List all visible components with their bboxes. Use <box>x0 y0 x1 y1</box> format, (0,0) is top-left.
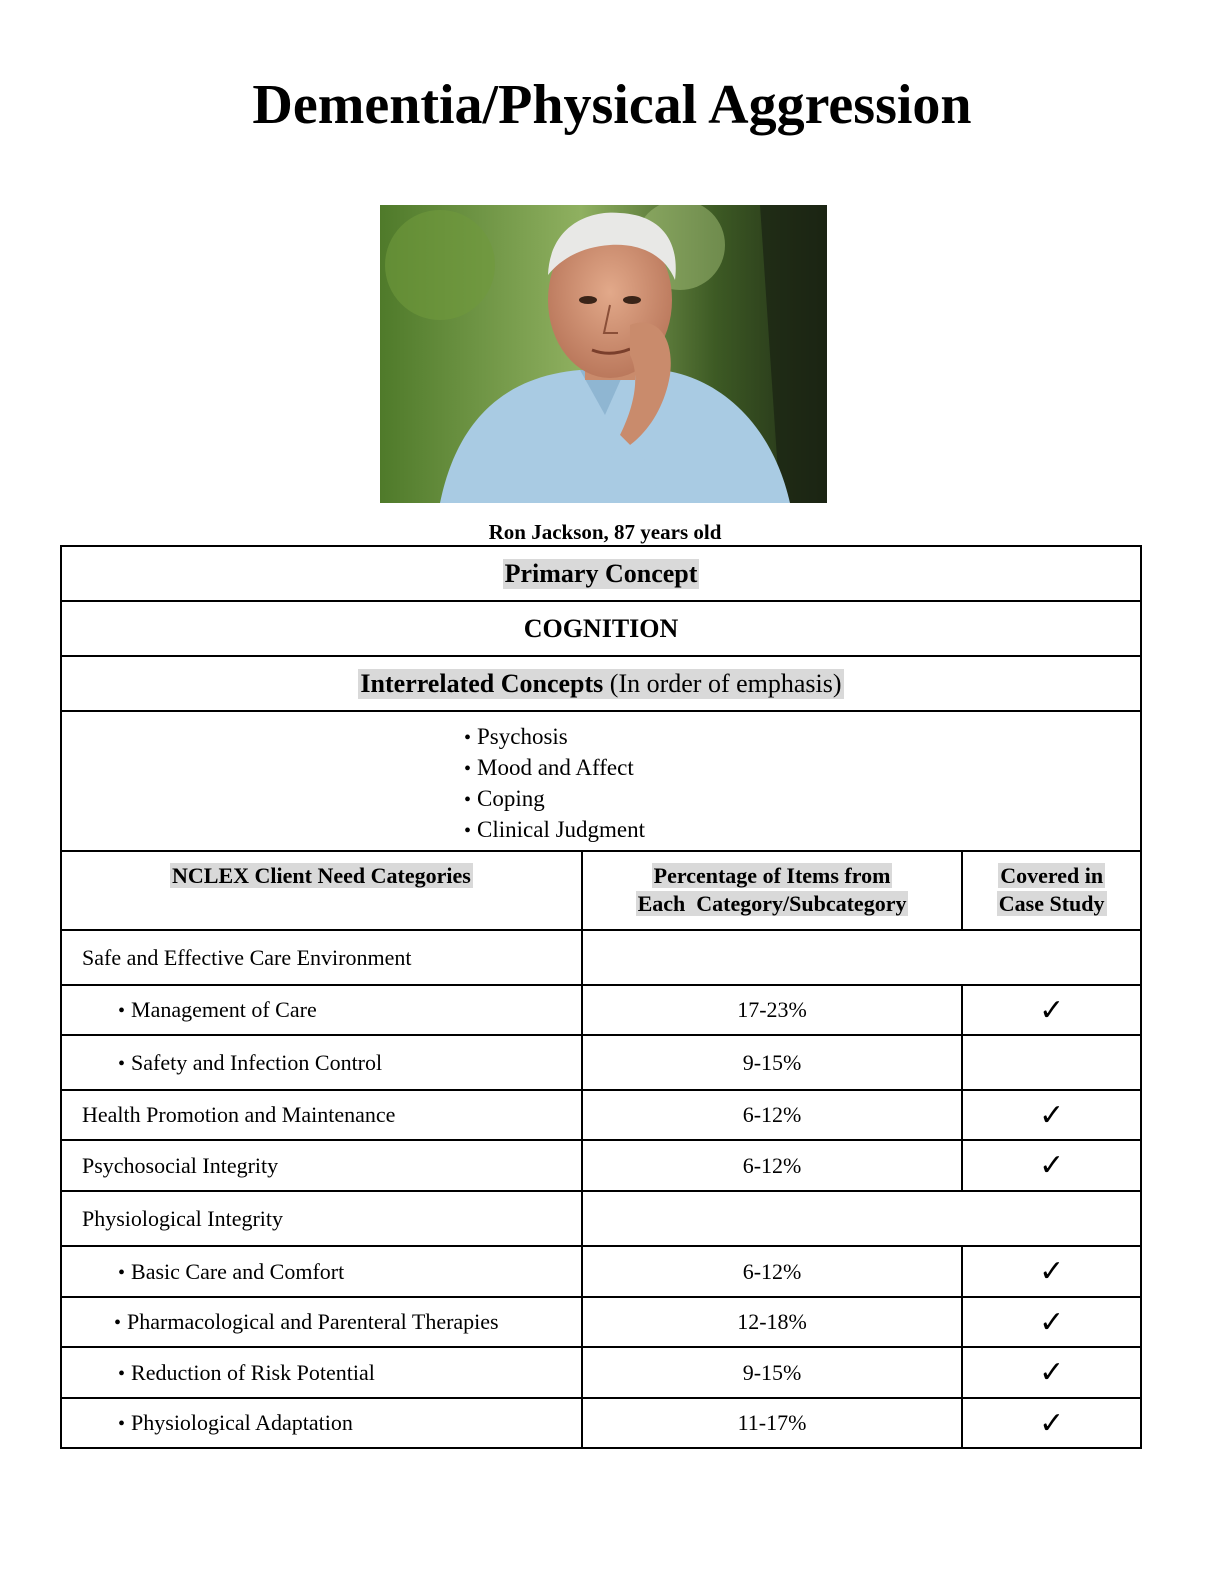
check-icon: ✓ <box>962 1297 1141 1347</box>
row-percentage: 6-12% <box>582 1246 963 1297</box>
interrelated-concepts-label: Interrelated Concepts <box>360 669 604 698</box>
table-row <box>61 1246 1141 1297</box>
row-label: • Safety and Infection Control <box>61 1035 582 1090</box>
row-label: • Reduction of Risk Potential <box>61 1347 582 1398</box>
row-percentage: 12-18% <box>582 1297 963 1347</box>
interrelated-concepts-row <box>60 655 1142 711</box>
interrelated-concepts-heading <box>358 669 843 699</box>
primary-concept-value: COGNITION <box>523 614 679 643</box>
table-header-row <box>61 851 1141 930</box>
row-covered <box>962 1035 1141 1090</box>
patient-photo <box>380 205 827 503</box>
table-row <box>61 1191 1141 1246</box>
header-category: NCLEX Client Need Categories <box>61 851 582 930</box>
list-item: • Clinical Judgment <box>464 815 645 846</box>
row-percentage: 11-17% <box>582 1398 963 1448</box>
row-empty-cell <box>582 930 1141 985</box>
table-row <box>61 1035 1141 1090</box>
check-icon: ✓ <box>962 1090 1141 1140</box>
list-item: • Coping <box>464 784 645 815</box>
table-row <box>61 1347 1141 1398</box>
nclex-table <box>60 850 1142 1449</box>
row-percentage: 9-15% <box>582 1347 963 1398</box>
header-covered: Covered in Case Study <box>962 851 1141 930</box>
row-label: Physiological Integrity <box>61 1191 582 1246</box>
table-row <box>61 930 1141 985</box>
photo-caption: Ron Jackson, 87 years old <box>488 520 722 544</box>
row-label: Health Promotion and Maintenance <box>61 1090 582 1140</box>
check-icon: ✓ <box>962 1398 1141 1448</box>
check-icon: ✓ <box>962 1347 1141 1398</box>
interrelated-concepts-list <box>464 722 645 846</box>
check-icon: ✓ <box>962 1246 1141 1297</box>
list-item: • Psychosis <box>464 722 645 753</box>
row-percentage: 6-12% <box>582 1090 963 1140</box>
page-title: Dementia/Physical Aggression <box>252 74 972 136</box>
interrelated-concepts-list-row <box>60 710 1142 851</box>
row-label: • Basic Care and Comfort <box>61 1246 582 1297</box>
primary-concept-label: Primary Concept <box>504 559 698 588</box>
row-label: • Management of Care <box>61 985 582 1035</box>
row-empty-cell <box>582 1191 1141 1246</box>
row-label: Safe and Effective Care Environment <box>61 930 582 985</box>
header-percentage: Percentage of Items from Each Category/Subcategory <box>582 851 963 930</box>
row-percentage: 17-23% <box>582 985 963 1035</box>
check-icon: ✓ <box>962 1140 1141 1191</box>
primary-concept-value-row <box>60 600 1142 656</box>
check-icon: ✓ <box>962 985 1141 1035</box>
row-percentage: 9-15% <box>582 1035 963 1090</box>
row-label: • Physiological Adaptation <box>61 1398 582 1448</box>
table-row <box>61 1090 1141 1140</box>
primary-concept-row <box>60 545 1142 601</box>
table-row <box>61 985 1141 1035</box>
table-row <box>61 1297 1141 1347</box>
list-item: • Mood and Affect <box>464 753 645 784</box>
row-label: Psychosocial Integrity <box>61 1140 582 1191</box>
table-row <box>61 1140 1141 1191</box>
row-percentage: 6-12% <box>582 1140 963 1191</box>
row-label: • Pharmacological and Parenteral Therapies <box>61 1297 582 1347</box>
interrelated-concepts-note: (In order of emphasis) <box>609 669 842 698</box>
table-row <box>61 1398 1141 1448</box>
